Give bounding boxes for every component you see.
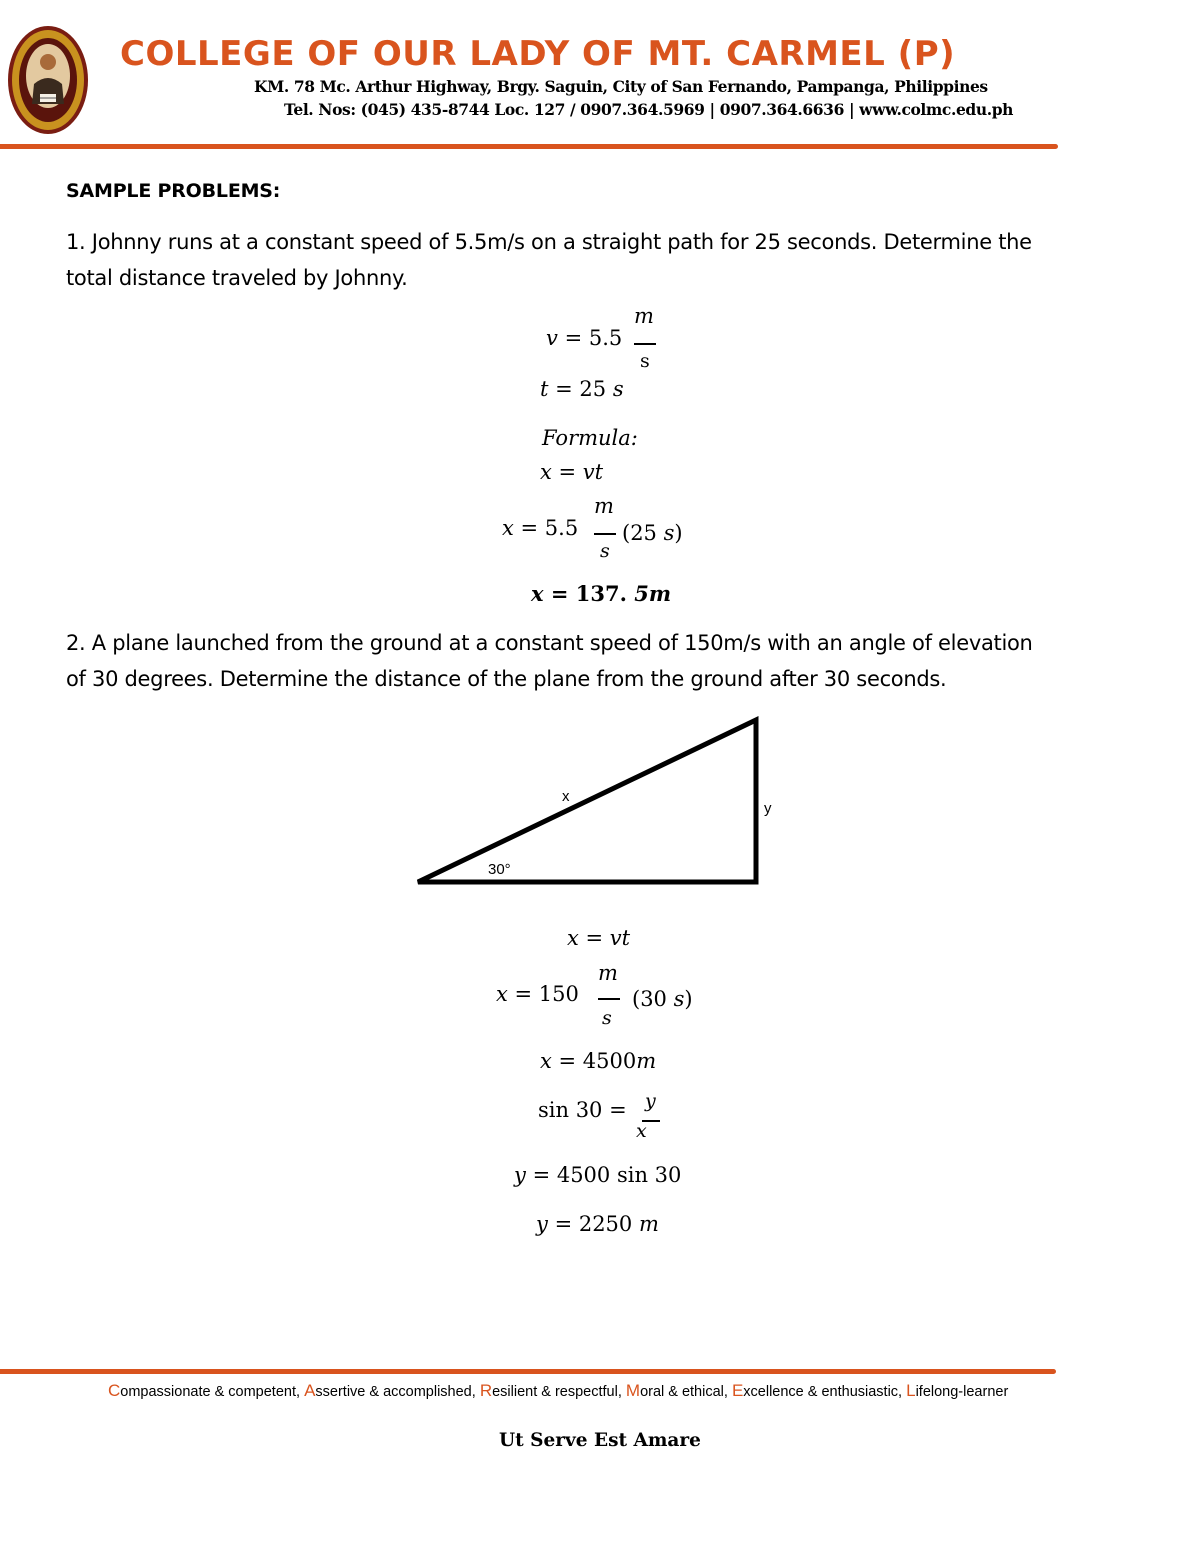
- college-address: KM. 78 Mc. Arthur Highway, Brgy. Saguin, City of San Fernando, Pampanga, Philippines: [254, 77, 988, 96]
- vertical-side-label: y: [764, 800, 772, 817]
- substitution-fraction-bar: [594, 533, 616, 535]
- core-value-initial: R: [479, 1381, 493, 1400]
- formula-label: Formula:: [542, 426, 638, 450]
- school-motto: Ut Serve Est Amare: [499, 1430, 701, 1451]
- p2-step2: [496, 982, 579, 1006]
- p2-step4-numerator: y: [645, 1090, 656, 1112]
- header-divider: [0, 144, 1058, 149]
- core-value-text: esilient & respectful,: [492, 1384, 626, 1400]
- college-name: COLLEGE OF OUR LADY OF MT. CARMEL (P): [120, 34, 956, 74]
- core-value-text: oral & ethical,: [640, 1384, 732, 1400]
- school-seal-icon: [6, 24, 90, 136]
- substitution-equation: [502, 516, 578, 540]
- substitution-lhs: x: [502, 516, 514, 540]
- core-value-initial: A: [304, 1381, 316, 1400]
- formula-lhs: x: [540, 460, 552, 484]
- core-values-line: [108, 1381, 1008, 1401]
- p2-step5: [514, 1163, 681, 1187]
- p2-step4-denominator: x: [636, 1120, 647, 1142]
- time-symbol: t: [540, 377, 549, 401]
- p2-step2-fraction-bar: [598, 998, 620, 1000]
- answer-lhs: x: [531, 581, 544, 606]
- p2-step1-lhs: x: [567, 926, 579, 950]
- p2-step2-unit-numerator: m: [598, 961, 618, 985]
- p2-step2-time: [632, 987, 693, 1011]
- time-value: = 25: [555, 377, 607, 401]
- problem1-text-line2: total distance traveled by Johnny.: [66, 266, 408, 290]
- velocity-unit-numerator: m: [634, 304, 654, 328]
- velocity-value: = 5.5: [564, 326, 623, 350]
- answer-tail: 5m: [634, 581, 672, 606]
- formula-equation: [540, 460, 603, 484]
- right-triangle-diagram: [410, 712, 770, 892]
- section-heading: SAMPLE PROBLEMS:: [66, 180, 281, 202]
- p2-step2-unit-denominator: s: [602, 1007, 612, 1029]
- substitution-unit-denominator: s: [600, 540, 610, 562]
- core-value-initial: L: [906, 1381, 916, 1400]
- p2-step2-value: = 150: [514, 982, 579, 1006]
- p2-step6-value: = 2250: [554, 1212, 633, 1236]
- footer-divider: [0, 1369, 1056, 1374]
- core-value-initial: E: [731, 1381, 744, 1400]
- substitution-value: = 5.5: [520, 516, 579, 540]
- angle-label: 30°: [488, 861, 511, 878]
- p2-step4-lhs: sin 30 =: [538, 1098, 627, 1122]
- substitution-time: [622, 521, 683, 545]
- p2-step3: [540, 1049, 656, 1073]
- core-value-initial: M: [625, 1381, 641, 1400]
- core-value-text: ifelong-learner: [915, 1384, 1009, 1400]
- p2-step5-rhs: = 4500 sin 30: [532, 1163, 682, 1187]
- substitution-time-close: ): [674, 521, 683, 545]
- time-unit: s: [612, 377, 624, 401]
- substitution-unit-numerator: m: [594, 494, 614, 518]
- given-velocity: [546, 326, 622, 350]
- core-value-text: ssertive & accomplished,: [315, 1384, 480, 1400]
- substitution-time-unit: s: [663, 521, 675, 545]
- p2-step2-time-close: ): [684, 987, 693, 1011]
- p2-step3-lhs: x: [540, 1049, 552, 1073]
- p2-step6: [536, 1212, 659, 1236]
- p2-step3-unit: m: [636, 1049, 657, 1073]
- triangle-shape: [418, 720, 756, 882]
- velocity-fraction-bar: [634, 343, 656, 345]
- answer-value: = 137.: [550, 581, 627, 606]
- problem1-text-line1: 1. Johnny runs at a constant speed of 5.5m/s on a straight path for 25 seconds. Determine the: [66, 230, 1032, 254]
- hypotenuse-label: x: [562, 788, 570, 805]
- problem1-answer: [531, 581, 671, 606]
- p2-step6-lhs: y: [536, 1212, 548, 1236]
- p2-step3-value: = 4500: [558, 1049, 637, 1073]
- problem2-text-line2: of 30 degrees. Determine the distance of the plane from the ground after 30 seconds.: [66, 667, 947, 691]
- college-contacts: Tel. Nos: (045) 435-8744 Loc. 127 / 0907.364.5969 | 0907.364.6636 | www.colmc.edu.ph: [284, 100, 1014, 119]
- problem2-text-line1: 2. A plane launched from the ground at a constant speed of 150m/s with an angle of elevation: [66, 631, 1033, 655]
- p2-step2-time-open: (30: [632, 987, 667, 1011]
- p2-step5-lhs: y: [514, 1163, 526, 1187]
- p2-step2-time-unit: s: [673, 987, 685, 1011]
- substitution-time-open: (25: [622, 521, 657, 545]
- p2-step1: [567, 926, 630, 950]
- core-value-text: ompassionate & competent,: [120, 1384, 305, 1400]
- p2-step6-unit: m: [638, 1212, 659, 1236]
- core-value-initial: C: [108, 1381, 121, 1400]
- given-time: [540, 377, 624, 401]
- core-value-text: xcellence & enthusiastic,: [743, 1384, 907, 1400]
- velocity-symbol: v: [546, 326, 558, 350]
- p2-step2-lhs: x: [496, 982, 508, 1006]
- formula-rhs: = vt: [558, 460, 604, 484]
- velocity-unit-denominator: s: [640, 350, 650, 372]
- p2-step1-rhs: = vt: [585, 926, 631, 950]
